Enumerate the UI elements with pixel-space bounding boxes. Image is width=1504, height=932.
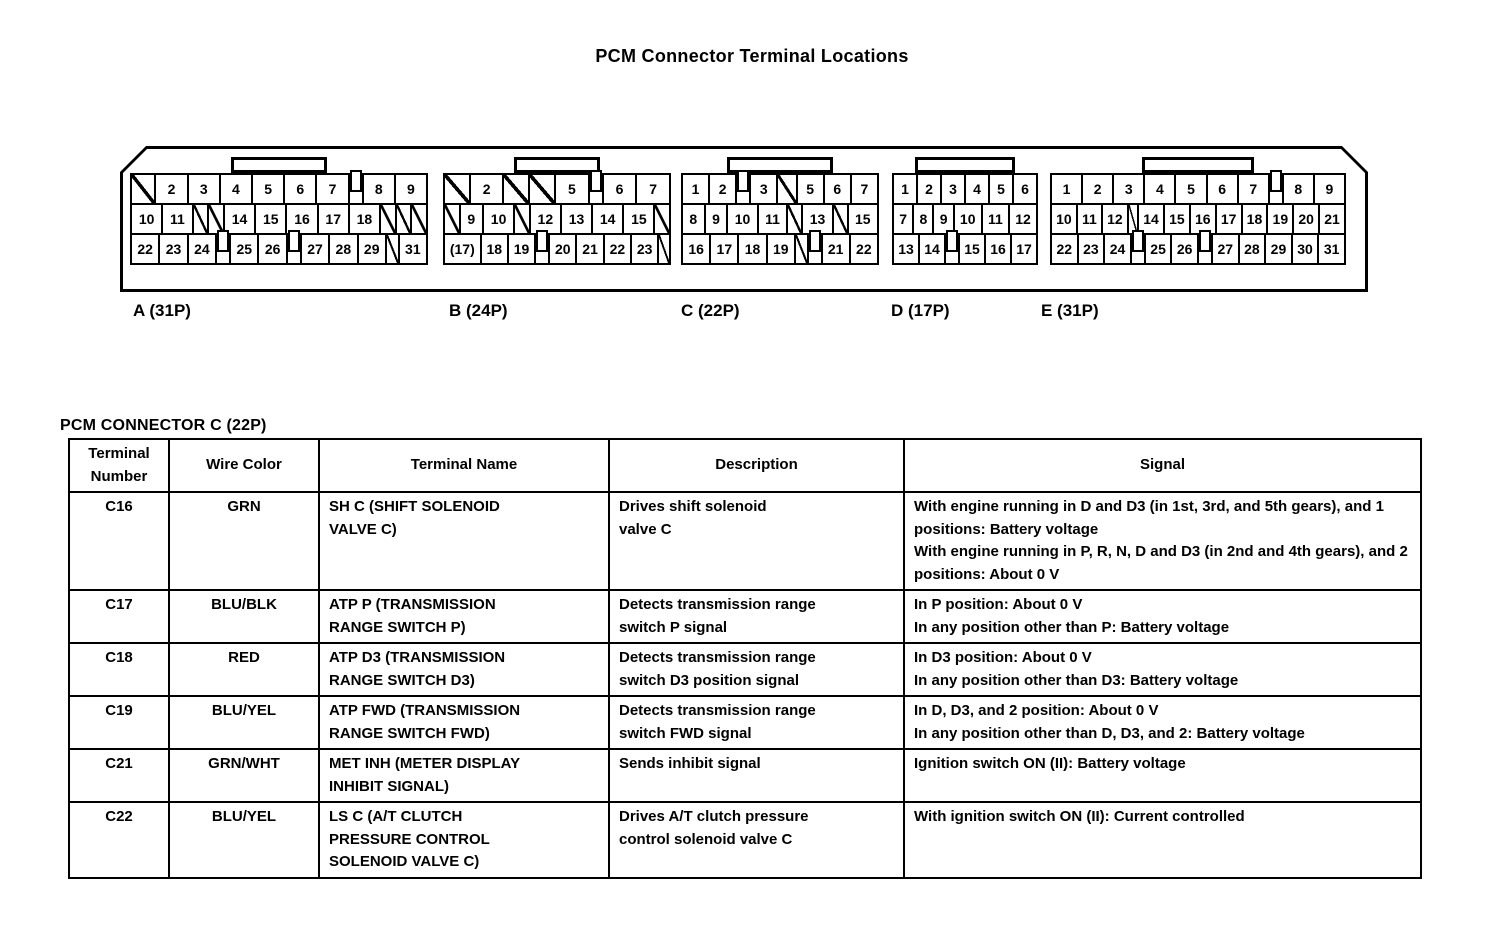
pin-c22: 22 — [849, 233, 879, 265]
key-notch — [1130, 233, 1146, 265]
table-row-c17 — [69, 590, 1421, 643]
connector-c — [681, 157, 879, 265]
connector-a-pins — [130, 173, 428, 265]
connector-diagram — [120, 146, 1368, 292]
connector-e-label: E (31P) — [1041, 301, 1099, 320]
pin-b10: 10 — [482, 203, 515, 235]
page-title: PCM Connector Terminal Locations — [595, 46, 909, 66]
signal-cell: In P position: About 0 V In any position other than P: Battery voltage — [904, 590, 1421, 643]
connector-a — [130, 157, 428, 265]
connector-c-label: C (22P) — [681, 301, 740, 320]
pin-a9: 9 — [394, 173, 428, 205]
pin-d5: 5 — [988, 173, 1014, 205]
pin-e4: 4 — [1143, 173, 1176, 205]
pin-a17: 17 — [317, 203, 350, 235]
pin-e7: 7 — [1237, 173, 1270, 205]
signal-cell: With engine running in D and D3 (in 1st, 3rd, and 5th gears), and 1 positions: Battery voltage With engine running in P, R, N, D and D3 (in 2nd and 4th gears), and 2 positions: About 0 V — [904, 492, 1421, 590]
blocked-pin — [776, 173, 797, 205]
pin-d11: 11 — [981, 203, 1010, 235]
pin-b22: 22 — [603, 233, 632, 265]
pin-a10: 10 — [130, 203, 163, 235]
pin-c19: 19 — [766, 233, 796, 265]
key-notch — [1268, 173, 1284, 205]
terminal-number-cell: C21 — [69, 749, 169, 802]
description-cell: Sends inhibit signal — [609, 749, 904, 802]
table-title: PCM CONNECTOR C (22P) — [60, 417, 267, 434]
pin-e14: 14 — [1137, 203, 1165, 235]
connector-b-pin-row — [443, 233, 671, 265]
pin-e20: 20 — [1292, 203, 1320, 235]
blocked-pin — [130, 173, 156, 205]
pin-c2: 2 — [708, 173, 737, 205]
key-notch — [534, 233, 550, 265]
pin-b13: 13 — [560, 203, 593, 235]
pin-b19: 19 — [507, 233, 536, 265]
pin-e1: 1 — [1050, 173, 1083, 205]
terminal-number-cell: C19 — [69, 696, 169, 749]
pin-a18: 18 — [348, 203, 381, 235]
wire-color-cell: BLU/BLK — [169, 590, 319, 643]
connector-c-pin-row — [681, 203, 879, 235]
blocked-pin — [657, 233, 671, 265]
blocked-pin — [410, 203, 428, 235]
connector-a-key-tab — [231, 157, 327, 173]
pin-e6: 6 — [1206, 173, 1239, 205]
table-row-c22 — [69, 802, 1421, 878]
pin-d1: 1 — [892, 173, 918, 205]
pin-d2: 2 — [916, 173, 942, 205]
signal-cell: In D3 position: About 0 V In any position other than D3: Battery voltage — [904, 643, 1421, 696]
pin-c15: 15 — [847, 203, 879, 235]
connector-a-pin-row — [130, 173, 428, 205]
terminal-number-cell: C22 — [69, 802, 169, 878]
key-notch — [735, 173, 751, 205]
pin-a15: 15 — [254, 203, 287, 235]
connector-d-key-tab — [915, 157, 1015, 173]
pin-e2: 2 — [1081, 173, 1114, 205]
table-row-c21 — [69, 749, 1421, 802]
pin-b18: 18 — [480, 233, 509, 265]
terminal-name-cell: ATP P (TRANSMISSION RANGE SWITCH P) — [319, 590, 609, 643]
pin-b17: (17) — [443, 233, 482, 265]
header-terminal-name: Terminal Name — [319, 439, 609, 492]
connector-d-pins — [892, 173, 1038, 265]
key-notch — [944, 233, 960, 265]
table-row-c16 — [69, 492, 1421, 590]
pin-d9: 9 — [932, 203, 954, 235]
pin-d10: 10 — [953, 203, 983, 235]
key-notch — [588, 173, 604, 205]
pin-e22: 22 — [1050, 233, 1079, 265]
pin-a2: 2 — [154, 173, 188, 205]
pin-c10: 10 — [726, 203, 758, 235]
pin-a26: 26 — [257, 233, 287, 265]
pin-e29: 29 — [1264, 233, 1293, 265]
pin-e24: 24 — [1103, 233, 1132, 265]
pin-e5: 5 — [1174, 173, 1207, 205]
pin-d17: 17 — [1010, 233, 1038, 265]
pin-c8: 8 — [681, 203, 706, 235]
signal-cell: With ignition switch ON (II): Current controlled — [904, 802, 1421, 878]
pin-a25: 25 — [229, 233, 259, 265]
wire-color-cell: GRN/WHT — [169, 749, 319, 802]
pin-a27: 27 — [300, 233, 330, 265]
pin-a8: 8 — [362, 173, 396, 205]
pin-d15: 15 — [958, 233, 986, 265]
header-terminal-number: Terminal Number — [69, 439, 169, 492]
pin-e12: 12 — [1101, 203, 1129, 235]
blocked-pin — [653, 203, 671, 235]
pin-b12: 12 — [529, 203, 562, 235]
blocked-pin — [502, 173, 530, 205]
pin-b6: 6 — [602, 173, 638, 205]
pin-e19: 19 — [1266, 203, 1294, 235]
pin-b23: 23 — [630, 233, 659, 265]
pin-c9: 9 — [704, 203, 729, 235]
signal-cell: Ignition switch ON (II): Battery voltage — [904, 749, 1421, 802]
blocked-pin — [443, 173, 471, 205]
connector-b-pins — [443, 173, 671, 265]
pin-a22: 22 — [130, 233, 160, 265]
pin-e21: 21 — [1318, 203, 1346, 235]
description-cell: Detects transmission range switch P signal — [609, 590, 904, 643]
pin-e8: 8 — [1282, 173, 1315, 205]
pin-e28: 28 — [1238, 233, 1267, 265]
pin-a14: 14 — [223, 203, 256, 235]
key-notch — [215, 233, 231, 265]
pin-b14: 14 — [591, 203, 624, 235]
pin-e11: 11 — [1076, 203, 1103, 235]
pin-c21: 21 — [821, 233, 851, 265]
connector-a-pin-row — [130, 233, 428, 265]
connector-d-pin-row — [892, 203, 1038, 235]
header-signal: Signal — [904, 439, 1421, 492]
terminal-name-cell: LS C (A/T CLUTCH PRESSURE CONTROL SOLENOID VALVE C) — [319, 802, 609, 878]
pin-e3: 3 — [1112, 173, 1145, 205]
connector-d-pin-row — [892, 233, 1038, 265]
pin-a4: 4 — [219, 173, 253, 205]
connector-b-pin-row — [443, 173, 671, 205]
pin-c6: 6 — [823, 173, 852, 205]
pin-e27: 27 — [1211, 233, 1240, 265]
pin-e30: 30 — [1291, 233, 1320, 265]
terminal-number-cell: C17 — [69, 590, 169, 643]
pin-e9: 9 — [1313, 173, 1346, 205]
terminal-name-cell: SH C (SHIFT SOLENOID VALVE C) — [319, 492, 609, 590]
connector-a-label: A (31P) — [133, 301, 191, 320]
terminal-number-cell: C16 — [69, 492, 169, 590]
pin-c5: 5 — [796, 173, 825, 205]
key-notch — [807, 233, 823, 265]
wire-color-cell: BLU/YEL — [169, 802, 319, 878]
pin-c17: 17 — [709, 233, 739, 265]
connector-e-pins — [1050, 173, 1346, 265]
pin-e16: 16 — [1189, 203, 1217, 235]
pin-b7: 7 — [635, 173, 671, 205]
pin-e18: 18 — [1241, 203, 1269, 235]
terminal-name-cell: MET INH (METER DISPLAY INHIBIT SIGNAL) — [319, 749, 609, 802]
table-row-c19 — [69, 696, 1421, 749]
connector-e-pin-row — [1050, 173, 1346, 205]
connector-b-pin-row — [443, 203, 671, 235]
terminal-name-cell: ATP D3 (TRANSMISSION RANGE SWITCH D3) — [319, 643, 609, 696]
pin-d13: 13 — [892, 233, 920, 265]
terminal-number-cell: C18 — [69, 643, 169, 696]
pin-a5: 5 — [251, 173, 285, 205]
pin-a7: 7 — [315, 173, 349, 205]
key-notch — [286, 233, 302, 265]
pin-c13: 13 — [801, 203, 833, 235]
pin-d16: 16 — [984, 233, 1012, 265]
pin-a28: 28 — [328, 233, 358, 265]
connector-c-pins — [681, 173, 879, 265]
pin-e15: 15 — [1163, 203, 1191, 235]
pin-a31: 31 — [398, 233, 428, 265]
pin-e31: 31 — [1317, 233, 1346, 265]
blocked-pin — [528, 173, 556, 205]
pin-d14: 14 — [918, 233, 946, 265]
pin-c3: 3 — [749, 173, 778, 205]
connector-e-pin-row — [1050, 233, 1346, 265]
pin-a3: 3 — [187, 173, 221, 205]
table-header-row — [69, 439, 1421, 492]
pin-a24: 24 — [187, 233, 217, 265]
header-description: Description — [609, 439, 904, 492]
wire-color-cell: BLU/YEL — [169, 696, 319, 749]
wire-color-cell: RED — [169, 643, 319, 696]
pin-a23: 23 — [158, 233, 188, 265]
key-notch — [348, 173, 364, 205]
pin-e26: 26 — [1170, 233, 1199, 265]
pin-d8: 8 — [912, 203, 934, 235]
description-cell: Drives A/T clutch pressure control solenoid valve C — [609, 802, 904, 878]
pin-b15: 15 — [622, 203, 655, 235]
wire-color-cell: GRN — [169, 492, 319, 590]
connector-d-pin-row — [892, 173, 1038, 205]
connector-b-key-tab — [514, 157, 600, 173]
connector-table-body — [69, 492, 1421, 878]
signal-cell: In D, D3, and 2 position: About 0 V In any position other than D, D3, and 2: Battery voltage — [904, 696, 1421, 749]
pin-c11: 11 — [757, 203, 789, 235]
connector-b-label: B (24P) — [449, 301, 508, 320]
connector-a-pin-row — [130, 203, 428, 235]
pin-d7: 7 — [892, 203, 914, 235]
pin-e10: 10 — [1050, 203, 1078, 235]
pin-d3: 3 — [940, 173, 966, 205]
pin-b9: 9 — [459, 203, 484, 235]
pin-b20: 20 — [548, 233, 577, 265]
key-notch — [1197, 233, 1213, 265]
connector-d — [892, 157, 1038, 265]
connector-e — [1050, 157, 1346, 265]
pin-c16: 16 — [681, 233, 711, 265]
pin-e23: 23 — [1077, 233, 1106, 265]
connector-e-key-tab — [1142, 157, 1254, 173]
description-cell: Drives shift solenoid valve C — [609, 492, 904, 590]
pin-e25: 25 — [1144, 233, 1173, 265]
connector-c-table — [68, 438, 1422, 879]
terminal-name-cell: ATP FWD (TRANSMISSION RANGE SWITCH FWD) — [319, 696, 609, 749]
connector-c-pin-row — [681, 233, 879, 265]
connector-c-pin-row — [681, 173, 879, 205]
pin-a11: 11 — [161, 203, 193, 235]
pin-d12: 12 — [1008, 203, 1038, 235]
pin-b2: 2 — [469, 173, 505, 205]
pin-a29: 29 — [357, 233, 387, 265]
pin-a16: 16 — [285, 203, 318, 235]
connector-c-table-section — [60, 417, 1428, 879]
pin-d4: 4 — [964, 173, 990, 205]
connector-b — [443, 157, 671, 265]
description-cell: Detects transmission range switch FWD signal — [609, 696, 904, 749]
pin-c7: 7 — [850, 173, 879, 205]
pin-a6: 6 — [283, 173, 317, 205]
connector-d-label: D (17P) — [891, 301, 950, 320]
pin-d6: 6 — [1012, 173, 1038, 205]
pin-b21: 21 — [575, 233, 604, 265]
pin-c18: 18 — [737, 233, 767, 265]
pin-b5: 5 — [554, 173, 590, 205]
pin-c1: 1 — [681, 173, 710, 205]
description-cell: Detects transmission range switch D3 position signal — [609, 643, 904, 696]
pin-e17: 17 — [1215, 203, 1243, 235]
table-row-c18 — [69, 643, 1421, 696]
header-wire-color: Wire Color — [169, 439, 319, 492]
